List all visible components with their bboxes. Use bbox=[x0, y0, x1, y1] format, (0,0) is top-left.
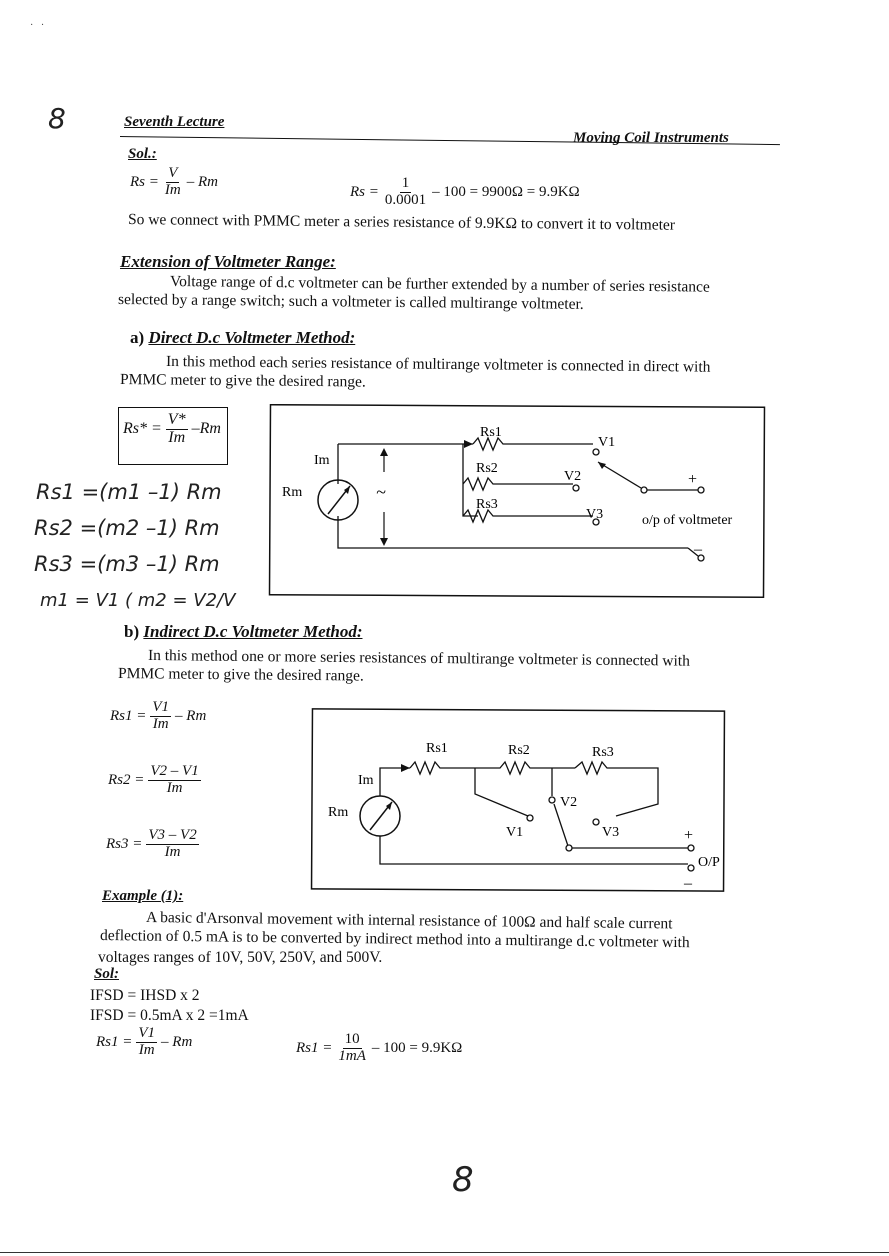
indirect-v2-label: V2 bbox=[560, 795, 578, 810]
header-left: Seventh Lecture bbox=[124, 114, 225, 130]
indirect-rm-label: Rm bbox=[328, 805, 349, 820]
direct-v1-label: V1 bbox=[598, 435, 616, 450]
scan-marks: · · bbox=[30, 20, 45, 31]
direct-plus-label: + bbox=[688, 471, 698, 488]
indirect-output-label: O/P bbox=[698, 855, 720, 870]
indirect-circuit-diagram bbox=[310, 708, 730, 894]
example-line1: A basic d'Arsonval movement with internal resistance of 100Ω and half scale current bbox=[145, 909, 673, 933]
direct-prefix: a) bbox=[130, 328, 145, 347]
indirect-prefix: b) bbox=[124, 622, 140, 641]
handwritten-page-number: 8 bbox=[48, 102, 66, 135]
indirect-eq2: Rs2 = $\frac{V2 - V1}{Im}$ bbox=[108, 763, 199, 796]
example-heading: Example (1): bbox=[102, 888, 184, 904]
indirect-rs2-label: Rs2 bbox=[508, 743, 530, 758]
sol2-eq1: Rs1 = $\frac{V1}{Im}$ – Rm bbox=[96, 1025, 193, 1058]
indirect-v1-label: V1 bbox=[506, 825, 524, 840]
extension-line1: Voltage range of d.c voltmeter can be further extended by a number of series resistance bbox=[169, 273, 710, 296]
direct-circuit-diagram bbox=[268, 404, 768, 600]
sol1-label: Sol.: bbox=[128, 146, 157, 162]
sol2-line2: IFSD = 0.5mA x 2 =1mA bbox=[90, 1007, 249, 1024]
header-right: Moving Coil Instruments bbox=[573, 130, 729, 146]
direct-output-label: o/p of voltmeter bbox=[642, 513, 733, 528]
indirect-heading-wrap bbox=[124, 622, 362, 642]
direct-im-label: Im bbox=[314, 453, 330, 468]
example-line2: deflection of 0.5 mA is to be converted by indirect method into a multirange d.c voltmeter with bbox=[99, 927, 690, 952]
direct-heading-wrap bbox=[130, 328, 355, 348]
indirect-im-label: Im bbox=[358, 773, 374, 788]
handwritten-note-1: Rs1 =(m1 –1) Rm bbox=[36, 480, 222, 504]
indirect-heading: Indirect D.c Voltmeter Method: bbox=[143, 622, 363, 641]
indirect-meter-symbol bbox=[360, 796, 400, 836]
handwritten-note-2: Rs2 =(m2 –1) Rm bbox=[34, 516, 220, 540]
direct-rs3-label: Rs3 bbox=[476, 497, 498, 512]
indirect-plus-label: + bbox=[684, 827, 694, 844]
indirect-v3-label: V3 bbox=[602, 825, 620, 840]
direct-box-equation: Rs* = $\frac{V*}{Im}$ –Rm bbox=[118, 407, 228, 465]
meter-symbol bbox=[318, 480, 358, 520]
direct-wave-label: ~ bbox=[376, 482, 386, 502]
indirect-eq3: Rs3 = $\frac{V3 - V2}{Im}$ bbox=[106, 827, 197, 860]
direct-rs2-label: Rs2 bbox=[476, 461, 498, 476]
sol2-label: Sol: bbox=[94, 966, 120, 982]
direct-line2: PMMC meter to give the desired range. bbox=[119, 371, 366, 391]
indirect-rs3-label: Rs3 bbox=[592, 745, 614, 760]
footer-handwritten-number: 8 bbox=[452, 1160, 474, 1200]
direct-rs1-label: Rs1 bbox=[480, 425, 502, 440]
sol1-eq1: Rs = $\frac{V}{Im}$ – Rm bbox=[130, 165, 218, 198]
indirect-minus-label: – bbox=[684, 875, 692, 892]
handwritten-note-4: m1 = V1 ( m2 = V2/V bbox=[40, 590, 236, 611]
extension-line2: selected by a range switch; such a voltmeter is called multirange voltmeter. bbox=[117, 291, 584, 313]
sol2-eq2: Rs1 = $\frac{10}{1mA}$ – 100 = 9.9KΩ bbox=[296, 1031, 463, 1064]
extension-heading: Extension of Voltmeter Range: bbox=[120, 252, 336, 271]
handwritten-note-3: Rs3 =(m3 –1) Rm bbox=[34, 552, 220, 576]
direct-heading: Direct D.c Voltmeter Method: bbox=[148, 328, 356, 347]
indirect-line2: PMMC meter to give the desired range. bbox=[117, 665, 364, 685]
indirect-line1: In this method one or more series resistances of multirange voltmeter is connected with bbox=[147, 647, 690, 670]
direct-line1: In this method each series resistance of multirange voltmeter is connected in direct with bbox=[165, 353, 711, 376]
bottom-edge-line bbox=[0, 1252, 889, 1253]
direct-minus-label: – bbox=[694, 541, 702, 558]
direct-v2-label: V2 bbox=[564, 469, 582, 484]
example-line3: voltages ranges of 10V, 50V, 250V, and 500V. bbox=[98, 949, 383, 966]
sol1-text: So we connect with PMMC meter a series resistance of 9.9KΩ to convert it to voltmeter bbox=[127, 211, 676, 234]
direct-v3-label: V3 bbox=[586, 507, 604, 522]
direct-rm-label: Rm bbox=[282, 485, 303, 500]
sol1-eq2: Rs = $\frac{1}{0.0001}$ – 100 = 9900Ω = 9.9KΩ bbox=[350, 175, 580, 208]
sol2-line1: IFSD = IHSD x 2 bbox=[90, 987, 200, 1004]
indirect-rs1-label: Rs1 bbox=[426, 741, 448, 756]
indirect-eq1: Rs1 = $\frac{V1}{Im}$ – Rm bbox=[110, 699, 207, 732]
